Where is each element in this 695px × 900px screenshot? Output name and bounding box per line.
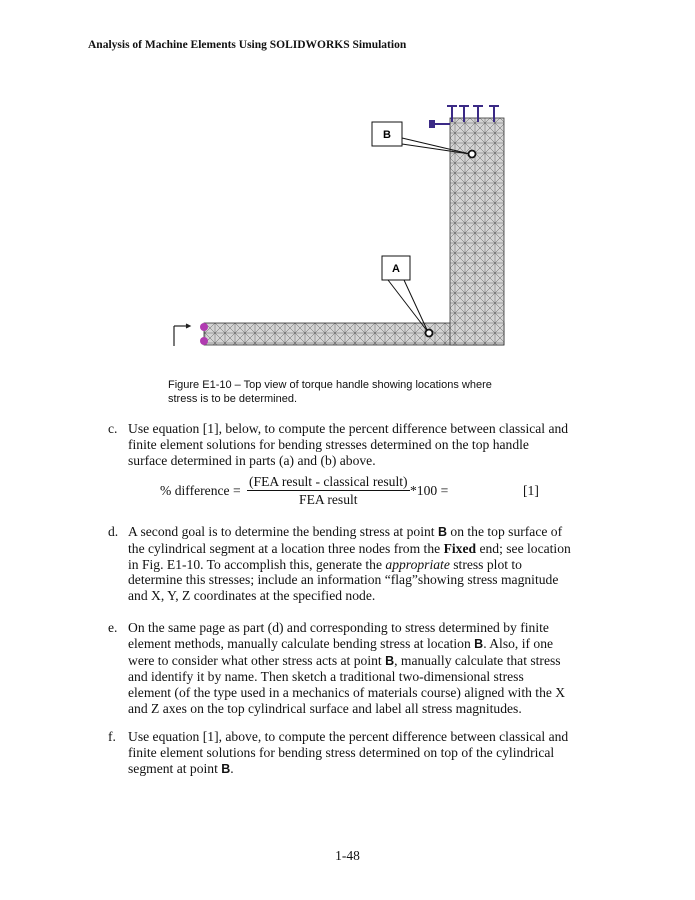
equation-1: % difference = (FEA result - classical result) FEA result *100 = [1] — [160, 474, 539, 507]
page-number: 1-48 — [335, 848, 360, 863]
axis-triad-icon — [174, 324, 190, 346]
label-b: B — [383, 129, 391, 141]
item-f: f. Use equation [1], above, to compute the percent difference between classical and finite element solutions for bending stress determined on top of the cylindrical segment at point B. — [108, 729, 569, 776]
torque-handle-figure — [160, 98, 520, 358]
point-a-marker — [426, 330, 433, 337]
figure-caption: Figure E1-10 – Top view of torque handle showing locations where stress is to be determined. — [168, 379, 492, 405]
item-e: e. On the same page as part (d) and corresponding to stress determined by finite element methods, manually calculate bending stress at location B. Also, if one were to consider what other stress acts at point B, manually calculate that stress and identify it by name. Then sketch a traditional two-dimensional stress element (of the type used in a mechanics of materials course) aligned with the X and Z axes on the top cylindrical surface and label all stress magnitudes. — [108, 620, 566, 716]
point-b-marker — [469, 151, 476, 158]
item-d: d. A second goal is to determine the bending stress at point B on the top surface of the cylindrical segment at a location three nodes from the Fixed end; see location in Fig. E1-10. To accomplish this, generate the appropriate stress plot to determine this stresses; include an information “flag”showing stress magnitude and X, Y, Z coordinates at the specified node. — [108, 524, 571, 604]
item-c: c. Use equation [1], below, to compute the percent difference between classical and finite element solutions for bending stresses determined on the top handle surface determined in parts (a) and (b) above. — [108, 421, 569, 468]
label-a: A — [392, 263, 400, 275]
running-header: Analysis of Machine Elements Using SOLIDWORKS Simulation — [88, 39, 407, 51]
equation-fraction: (FEA result - classical result) FEA result — [249, 474, 408, 507]
